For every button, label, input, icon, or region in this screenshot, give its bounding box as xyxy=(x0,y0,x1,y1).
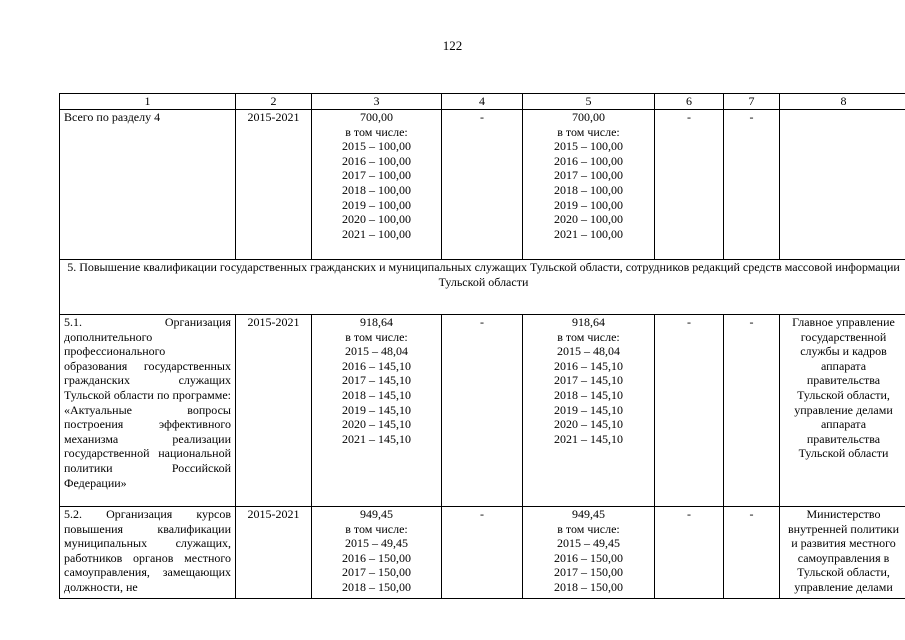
amount-line: 2016 – 100,00 xyxy=(342,153,411,168)
amount-line: 2020 – 100,00 xyxy=(554,212,623,227)
col-header-7: 7 xyxy=(724,94,780,110)
amount-line: 2018 – 145,10 xyxy=(554,387,623,402)
col-header-1: 1 xyxy=(60,94,236,110)
amount-line: 2021 – 145,10 xyxy=(342,431,411,446)
row-total-amount xyxy=(312,110,442,260)
amount-line: в том числе: xyxy=(345,521,408,536)
program-table xyxy=(59,93,905,599)
amount-line: 700,00 xyxy=(572,110,605,124)
row-col4: - xyxy=(442,507,523,599)
row-period: 2015-2021 xyxy=(236,110,312,260)
amount-line: 2020 – 145,10 xyxy=(342,417,411,432)
table-row xyxy=(60,507,905,599)
amount-line: 2015 – 49,45 xyxy=(557,536,620,551)
row-total-amount xyxy=(312,507,442,599)
amount-line: 2016 – 150,00 xyxy=(554,550,623,565)
amount-line: 2018 – 145,10 xyxy=(342,387,411,402)
table-row xyxy=(60,110,905,260)
amount-line: 2021 – 100,00 xyxy=(342,226,411,241)
col-header-5: 5 xyxy=(523,94,655,110)
amount-line: 2017 – 150,00 xyxy=(554,565,623,580)
col-header-8: 8 xyxy=(780,94,905,110)
amount-line: 2020 – 145,10 xyxy=(554,417,623,432)
row-col7: - xyxy=(724,507,780,599)
amount-line: 2015 – 100,00 xyxy=(554,139,623,154)
row-name: Всего по разделу 4 xyxy=(60,110,236,260)
amount-line: 2016 – 145,10 xyxy=(342,358,411,373)
amount-line: 918,64 xyxy=(360,315,393,329)
row-regional-amount xyxy=(523,507,655,599)
row-col4: - xyxy=(442,315,523,507)
amount-line: 2021 – 145,10 xyxy=(554,431,623,446)
amount-line: 2018 – 150,00 xyxy=(554,579,623,594)
section-heading-row xyxy=(60,260,905,315)
amount-line: 2021 – 100,00 xyxy=(554,226,623,241)
row-name: 5.2. Организация курсов повышения квалификации муниципальных служащих, работников органов местного самоуправления, замещающих должности, не xyxy=(60,507,236,599)
column-number-row xyxy=(60,94,905,110)
row-col7: - xyxy=(724,315,780,507)
row-col6: - xyxy=(655,110,724,260)
amount-line: 700,00 xyxy=(360,110,393,124)
amount-line: 949,45 xyxy=(572,507,605,521)
row-col6: - xyxy=(655,507,724,599)
amount-line: 2015 – 48,04 xyxy=(557,344,620,359)
row-responsible-body: Министерство внутренней политики и развития местного самоуправления в Тульской области, управление делами xyxy=(780,507,905,599)
amount-line: 2019 – 145,10 xyxy=(342,402,411,417)
amount-line: в том числе: xyxy=(557,329,620,344)
amount-line: в том числе: xyxy=(345,329,408,344)
row-period: 2015-2021 xyxy=(236,315,312,507)
amount-line: 2020 – 100,00 xyxy=(342,212,411,227)
amount-line: 2019 – 100,00 xyxy=(342,197,411,212)
amount-line: 918,64 xyxy=(572,315,605,329)
amount-line: 2018 – 100,00 xyxy=(554,182,623,197)
amount-line: 949,45 xyxy=(360,507,393,521)
amount-line: 2016 – 150,00 xyxy=(342,550,411,565)
amount-line: 2017 – 145,10 xyxy=(342,373,411,388)
amount-line: 2015 – 100,00 xyxy=(342,139,411,154)
amount-line: в том числе: xyxy=(557,521,620,536)
amount-line: 2017 – 150,00 xyxy=(342,565,411,580)
amount-line: в том числе: xyxy=(345,124,408,139)
amount-line: в том числе: xyxy=(557,124,620,139)
row-col8 xyxy=(780,110,905,260)
row-col6: - xyxy=(655,315,724,507)
section-5-title: 5. Повышение квалификации государственных гражданских и муниципальных служащих Тульской области, сотрудников редакций средств массовой информации Тульской области xyxy=(60,260,905,315)
amount-line: 2018 – 150,00 xyxy=(342,579,411,594)
row-regional-amount xyxy=(523,110,655,260)
col-header-3: 3 xyxy=(312,94,442,110)
row-total-amount xyxy=(312,315,442,507)
col-header-6: 6 xyxy=(655,94,724,110)
amount-line: 2017 – 100,00 xyxy=(342,168,411,183)
row-responsible-body: Главное управление государственной службы и кадров аппарата правительства Тульской области, управление делами аппарата правительства Тульской области xyxy=(780,315,905,507)
amount-line: 2018 – 100,00 xyxy=(342,182,411,197)
amount-line: 2019 – 145,10 xyxy=(554,402,623,417)
amount-line: 2016 – 100,00 xyxy=(554,153,623,168)
col-header-2: 2 xyxy=(236,94,312,110)
row-col4: - xyxy=(442,110,523,260)
table-row xyxy=(60,315,905,507)
row-name: 5.1. Организация дополнительного профессионального образования государственных гражданских служащих Тульской области по программе: «Актуальные вопросы построения эффективного механизма реализации государственной национальной политики Российской Федерации» xyxy=(60,315,236,507)
row-col7: - xyxy=(724,110,780,260)
amount-line: 2017 – 145,10 xyxy=(554,373,623,388)
amount-line: 2016 – 145,10 xyxy=(554,358,623,373)
amount-line: 2019 – 100,00 xyxy=(554,197,623,212)
row-regional-amount xyxy=(523,315,655,507)
amount-line: 2015 – 49,45 xyxy=(345,536,408,551)
col-header-4: 4 xyxy=(442,94,523,110)
page-number: 122 xyxy=(442,38,463,53)
row-period: 2015-2021 xyxy=(236,507,312,599)
amount-line: 2015 – 48,04 xyxy=(345,344,408,359)
amount-line: 2017 – 100,00 xyxy=(554,168,623,183)
